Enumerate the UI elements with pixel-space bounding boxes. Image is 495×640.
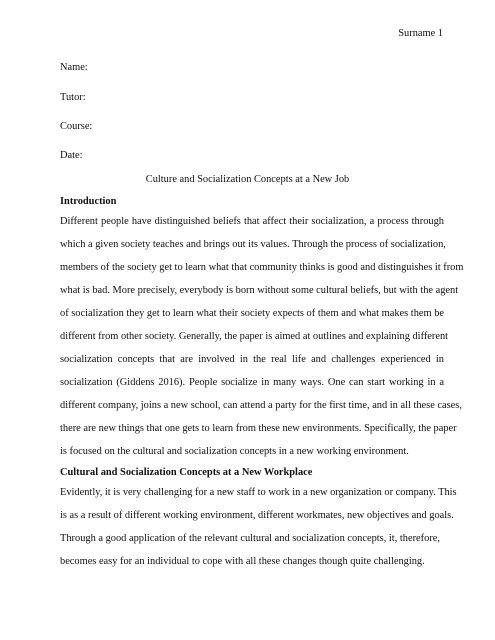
- paragraph-line: Evidently, it is very challenging for a new staff to work in a new organization or company. This: [60, 487, 457, 498]
- essay-title: Culture and Socialization Concepts at a New Job: [145, 174, 350, 185]
- section-heading-workplace: Cultural and Socialization Concepts at a New Workplace: [60, 467, 313, 478]
- paragraph-line: there are new things that one gets to learn from these new environments. Specifically, the paper: [60, 423, 457, 434]
- paragraph-line: becomes easy for an individual to cope with all these changes though quite challenging.: [60, 556, 425, 567]
- name-label: Name:: [60, 62, 88, 73]
- paragraph-line: is as a result of different working environment, different workmates, new objectives and goals.: [60, 510, 454, 521]
- paragraph-line: members of the society get to learn what that community thinks is good and distinguishes it from: [60, 262, 464, 273]
- paragraph-line: different from other society. Generally, the paper is aimed at outlines and explaining different: [60, 331, 449, 342]
- paragraph-line: Through a good application of the relevant cultural and socialization concepts, it, therefore,: [60, 533, 440, 544]
- paragraph-line: socialization concepts that are involved in the real life and challenges experienced in: [60, 354, 444, 365]
- paragraph-line: Different people have distinguished beliefs that affect their socialization, a process through: [60, 216, 444, 227]
- section-heading-introduction: Introduction: [60, 196, 117, 207]
- paragraph-line: what is bad. More precisely, everybody is born without some cultural beliefs, but with the agent: [60, 285, 459, 296]
- running-header: Surname 1: [398, 28, 443, 39]
- paragraph-line: which a given society teaches and brings out its values. Through the process of socialization,: [60, 239, 446, 250]
- paragraph-line: is focused on the cultural and socialization concepts in a new working environment.: [60, 446, 409, 457]
- date-label: Date:: [60, 150, 83, 161]
- paragraph-line: of socialization they get to learn what their society expects of them and what makes them be: [60, 308, 444, 319]
- paragraph-line: different company, joins a new school, can attend a party for the first time, and in all these cases,: [60, 400, 462, 411]
- course-label: Course:: [60, 121, 93, 132]
- tutor-label: Tutor:: [60, 92, 86, 103]
- paragraph-line: socialization (Giddens 2016). People socialize in many ways. One can start working in a: [60, 377, 444, 388]
